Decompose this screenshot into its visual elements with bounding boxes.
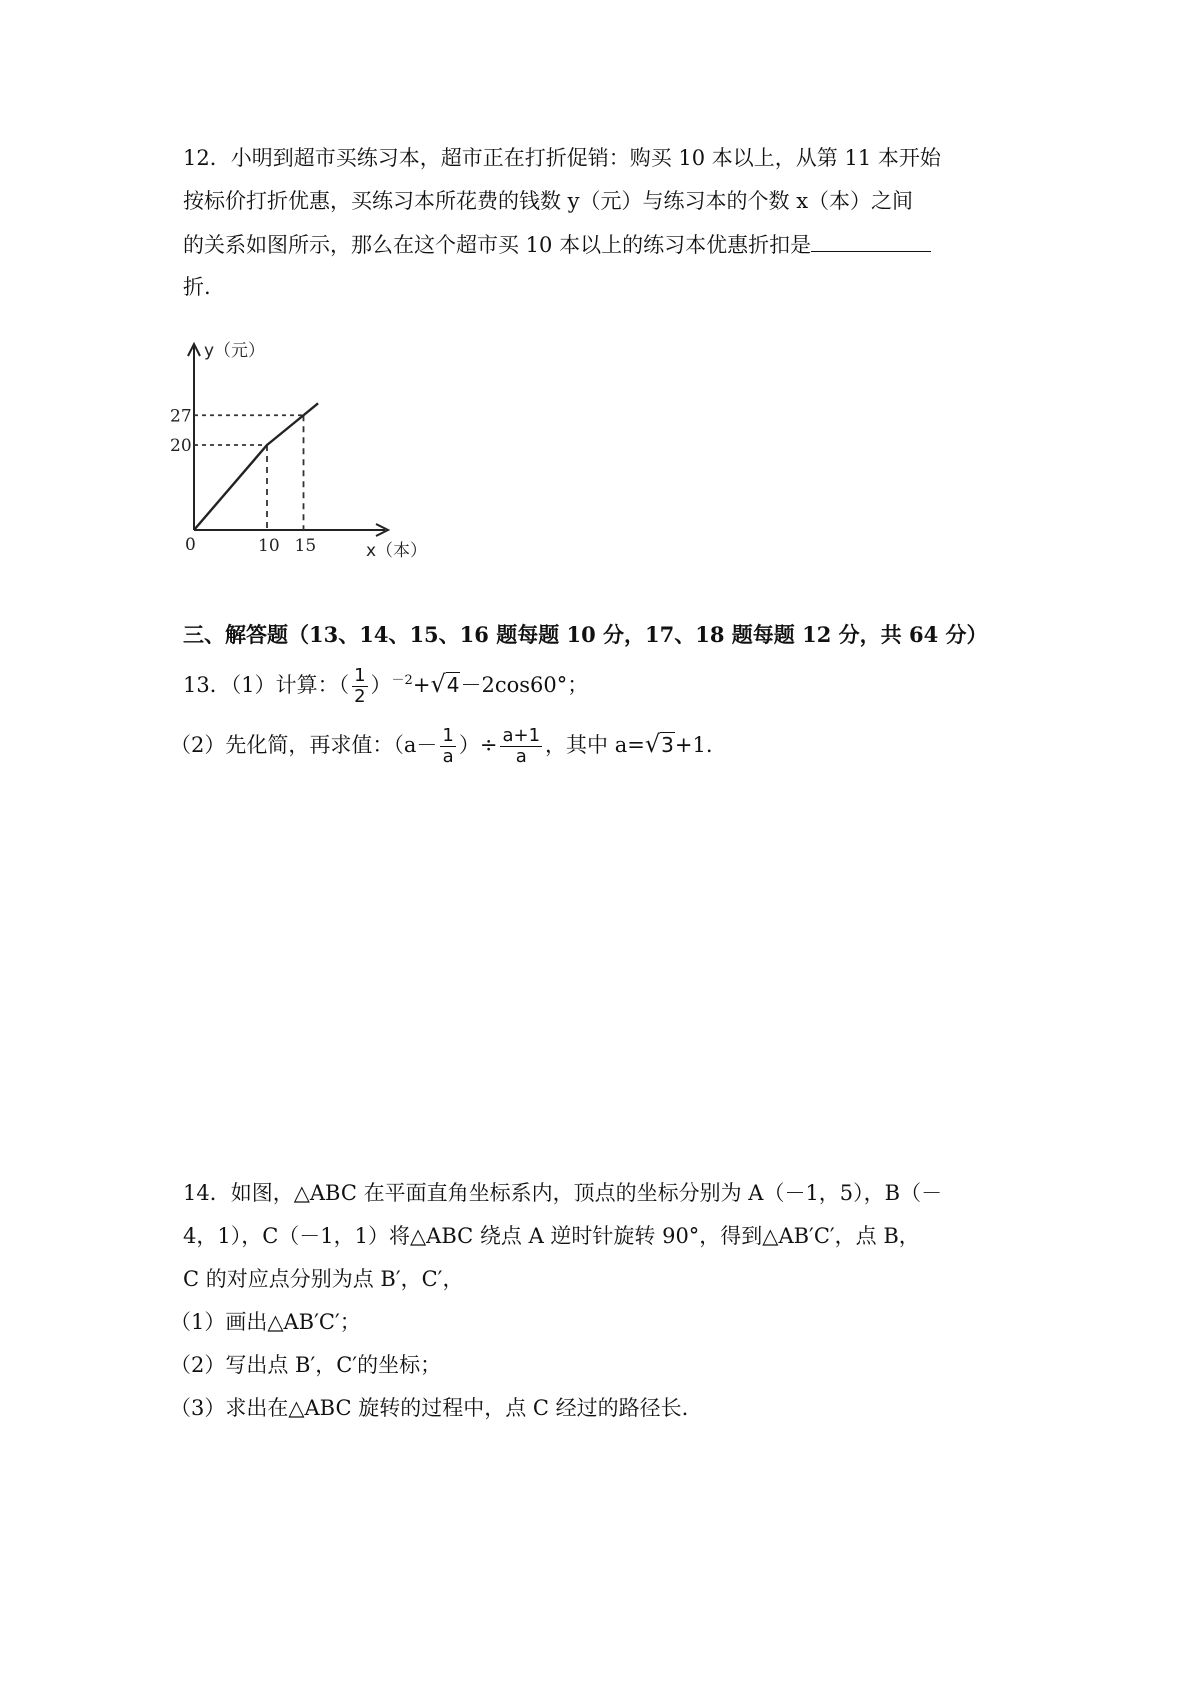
q13-p1-exponent: －2 (391, 673, 413, 688)
y-tick-label: 27 (170, 406, 192, 427)
fraction-numerator: 1 (354, 665, 366, 686)
fraction-one-over-a (440, 726, 455, 767)
fraction-denominator: a (442, 746, 454, 767)
sqrt-four (430, 671, 460, 697)
q12-line-3 (183, 229, 931, 260)
q13-part-1 (183, 666, 588, 707)
x-tick-label: 15 (294, 536, 317, 556)
origin-label: 0 (185, 535, 196, 555)
y-axis-label: y（元） (204, 341, 266, 361)
q13-part-2 (170, 726, 713, 767)
sqrt-three (645, 731, 675, 757)
q14-line-2: 4，1），C（－1，1）将△ABC 绕点 A 逆时针旋转 90°，得到△AB′C′，点 B， (183, 1224, 920, 1248)
q13-p2-prefix: （2）先化简，再求值：（a－ (170, 733, 438, 757)
q12-line-4: 折. (183, 275, 211, 299)
fraction-half (352, 666, 367, 707)
q13-p2-cond: ，其中 a= (545, 733, 645, 757)
tick-labels (170, 406, 316, 556)
radicand: 4 (446, 673, 460, 697)
x-tick-label: 10 (258, 536, 280, 556)
q14-subquestion-2: （2）写出点 B′，C′的坐标； (170, 1353, 442, 1377)
price-graph (170, 340, 460, 570)
fraction-denominator: a (515, 746, 527, 767)
series-segment (194, 445, 267, 530)
fraction-numerator: a+1 (502, 725, 541, 746)
q14-subquestion-3: （3）求出在△ABC 旋转的过程中，点 C 经过的路径长. (170, 1396, 689, 1420)
q13-p2-mid: ）÷ (458, 733, 498, 757)
q14-subquestion-1: （1）画出△AB′C′； (170, 1310, 361, 1334)
q13-p1-prefix: 13．（1）计算：（ (183, 673, 350, 697)
fraction-a-plus-one-over-a (500, 726, 542, 767)
answer-blank (811, 229, 931, 252)
graph-axes (188, 344, 388, 536)
radicand: 3 (661, 733, 674, 757)
q12-line-2: 按标价打折优惠，买练习本所花费的钱数 y（元）与练习本的个数 x（本）之间 (183, 189, 914, 213)
x-axis-label: x（本） (366, 541, 428, 561)
q12-line-1: 12．小明到超市买练习本，超市正在打折促销：购买 10 本以上，从第 11 本开始 (183, 146, 941, 170)
series-lines (194, 403, 318, 530)
radical-sign: √ (430, 670, 446, 698)
series-segment (267, 415, 304, 445)
section-heading: 三、解答题（13、14、15、16 题每题 10 分，17、18 题每题 12 分，共 64 分） (183, 622, 988, 647)
q13-p1-plus: + (412, 673, 431, 697)
q14-line-1: 14．如图，△ABC 在平面直角坐标系内，顶点的坐标分别为 A（－1，5），B（－ (183, 1181, 943, 1205)
q12-line-3-text: 的关系如图所示，那么在这个超市买 10 本以上的练习本优惠折扣是 (183, 233, 812, 257)
q14-line-3: C 的对应点分别为点 B′，C′， (183, 1267, 464, 1291)
fraction-numerator: 1 (442, 725, 454, 746)
radical-sign: √ (644, 730, 661, 758)
y-tick-label: 20 (170, 436, 192, 456)
q13-p1-tail: －2cos60°； (460, 673, 589, 697)
q13-p1-close: ） (370, 673, 392, 697)
series-segment (304, 403, 319, 415)
q13-p2-tail: +1. (674, 733, 713, 757)
guide-lines (194, 415, 304, 530)
fraction-denominator: 2 (354, 686, 366, 707)
